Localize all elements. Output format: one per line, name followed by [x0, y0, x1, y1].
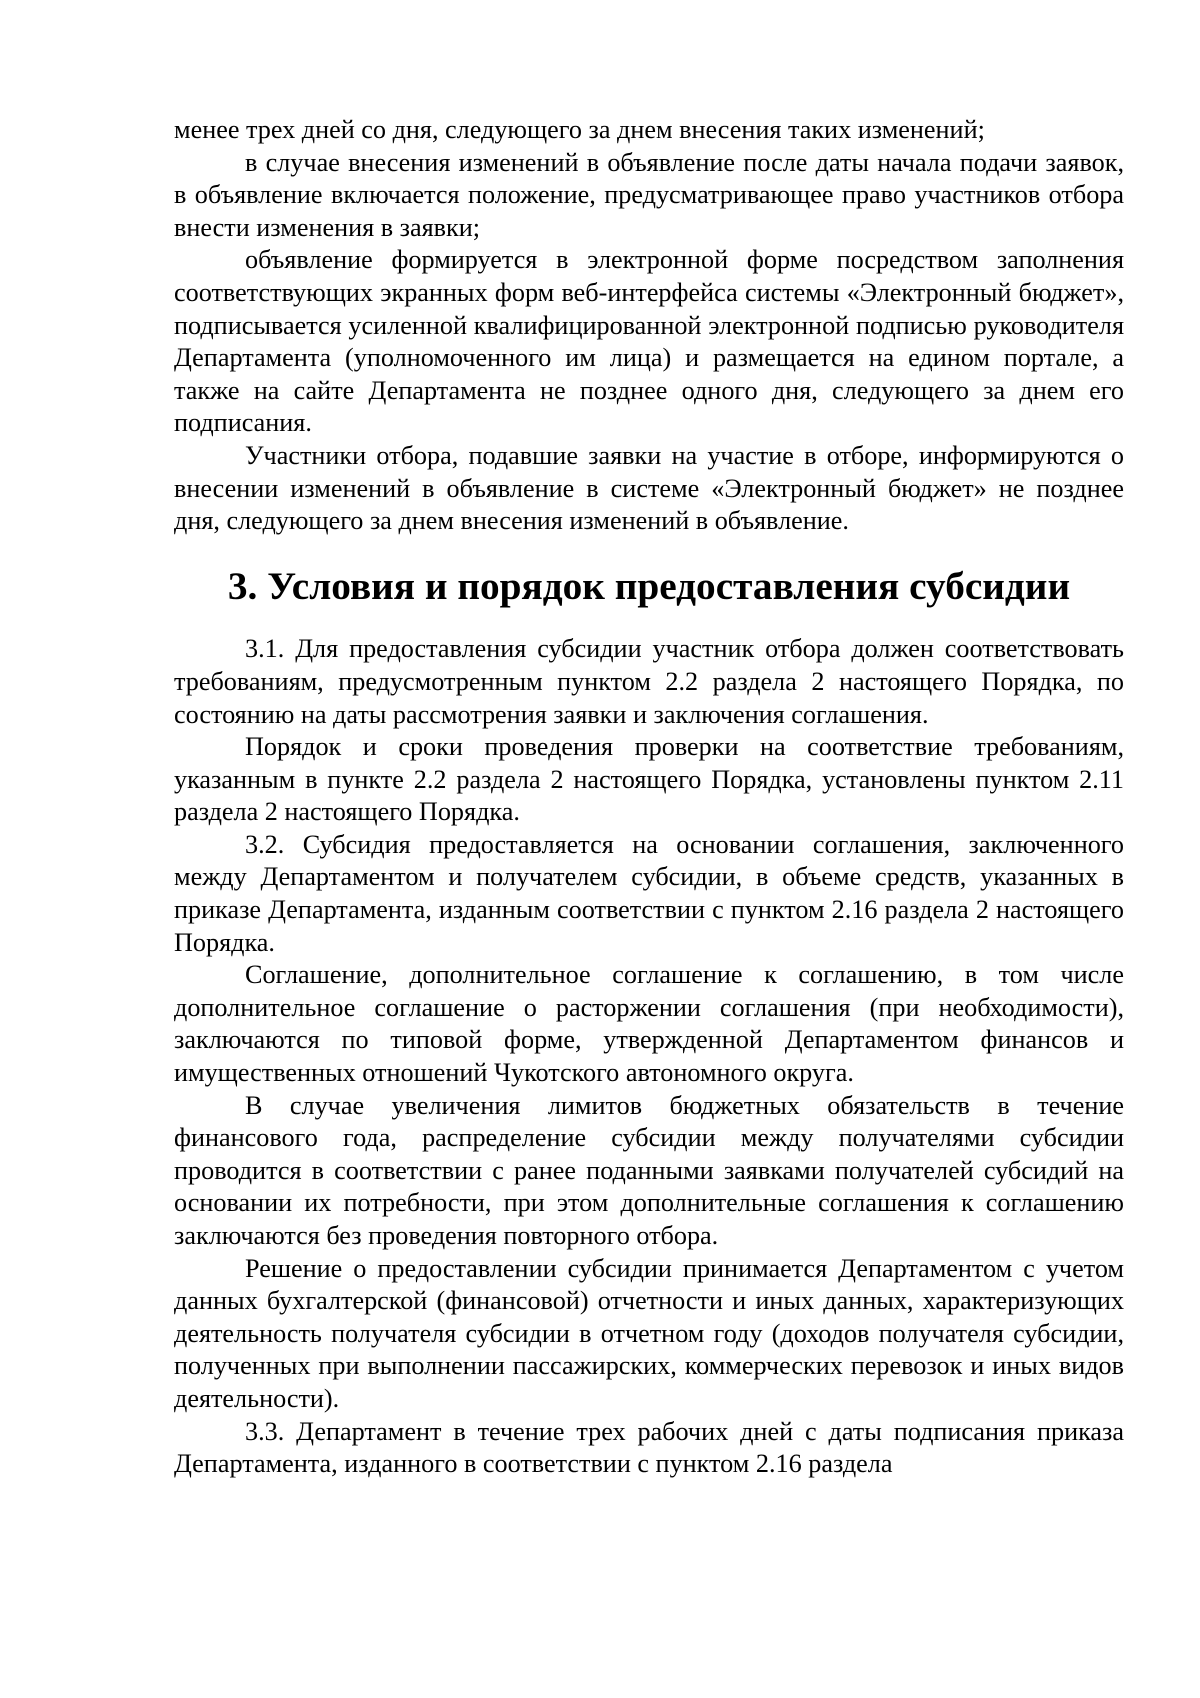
section-heading: 3. Условия и порядок предоставления субсидии: [227, 563, 1071, 608]
paragraph-agreement-form: Соглашение, дополнительное соглашение к соглашению, в том числе дополнительное соглашение о расторжении соглашения (при необходимости), заключаются по типовой форме, утвержденной Департаментом финансов и имущественных отношений Чукотского автономного округа.: [174, 960, 1124, 1088]
paragraph-3-3: 3.3. Департамент в течение трех рабочих дней с даты подписания приказа Департамента, изданного в соответствии с пунктом 2.16 раздела: [174, 1416, 1124, 1479]
paragraph-decision: Решение о предоставлении субсидии принимается Департаментом с учетом данных бухгалтерской (финансовой) отчетности и иных данных, характеризующих деятельность получателя субсидии в отчетном году (доходов получателя субсидии, полученных при выполнении пассажирских, коммерческих перевозок и иных видов деятельности).: [174, 1253, 1124, 1413]
paragraph-participants-informed: Участники отбора, подавшие заявки на участие в отборе, информируются о внесении изменений в объявление в системе «Электронный бюджет» не позднее дня, следующего за днем внесения изменений в объявление.: [174, 440, 1124, 536]
paragraph-changes-after-start: в случае внесения изменений в объявление после даты начала подачи заявок, в объявление включается положение, предусматривающее право участников отбора внести изменения в заявки;: [174, 147, 1124, 242]
document-page: [174, 114, 1124, 1481]
paragraph-limits-increase: В случае увеличения лимитов бюджетных обязательств в течение финансового года, распределение субсидии между получателями субсидии проводится в соответствии с ранее поданными заявками получателей субсидий на основании их потребности, при этом дополнительные соглашения к соглашению заключаются без проведения повторного отбора.: [174, 1090, 1124, 1250]
paragraph-verification-procedure: Порядок и сроки проведения проверки на соответствие требованиям, указанным в пункте 2.2 раздела 2 настоящего Порядка, установлены пунктом 2.11 раздела 2 настоящего Порядка.: [174, 732, 1124, 827]
paragraph-continuation: менее трех дней со дня, следующего за днем внесения таких изменений;: [174, 115, 985, 144]
paragraph-announcement-formation: объявление формируется в электронной форме посредством заполнения соответствующих экранных форм веб-интерфейса системы «Электронный бюджет», подписывается усиленной квалифицированной электронной подписью руководителя Департамента (уполномоченного им лица) и размещается на едином портале, а также на сайте Департамента не позднее одного дня, следующего за днем его подписания.: [174, 245, 1124, 438]
paragraph-3-1: 3.1. Для предоставления субсидии участник отбора должен соответствовать требованиям, предусмотренным пунктом 2.2 раздела 2 настоящего Порядка, по состоянию на даты рассмотрения заявки и заключения соглашения.: [174, 634, 1124, 729]
paragraph-3-2: 3.2. Субсидия предоставляется на основании соглашения, заключенного между Департаментом и получателем субсидии, в объеме средств, указанных в приказе Департамента, изданным соответствии с пунктом 2.16 раздела 2 настоящего Порядка.: [174, 829, 1124, 957]
